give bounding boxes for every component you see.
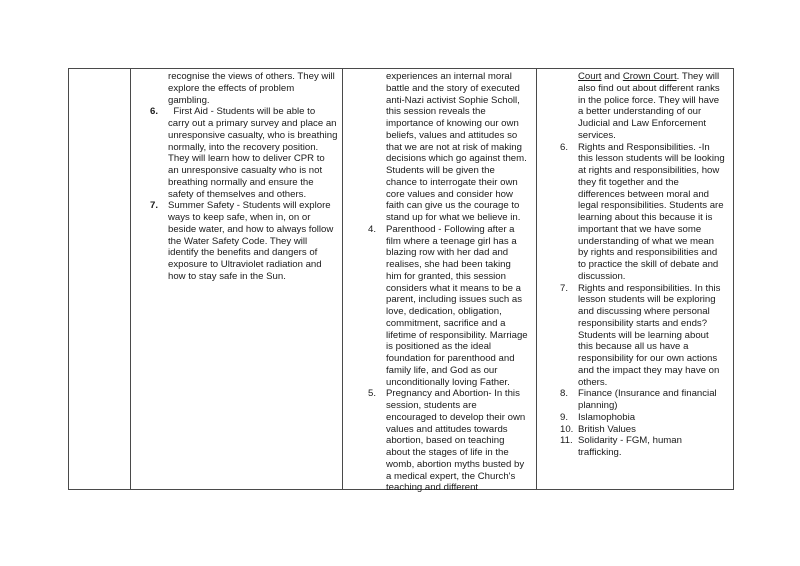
list-item (150, 200, 338, 282)
item-text: Rights and Responsibilities. -In this lesson students will be looking at rights and responsibilities, how they fit together and the differences between moral and legal responsibilities. Students are learning about this because it is important that we have some understanding of what we mean by rights and responsibilities and to practice the skill of debate and discussion. (578, 141, 725, 282)
item-number: 10. (560, 423, 574, 435)
column-values-relationships (368, 71, 528, 494)
item-number: 11. (560, 435, 573, 447)
list-item (150, 106, 341, 200)
item-number: 5. (368, 388, 377, 400)
item-text: Rights and responsibilities. In this lesson students will be exploring and discussing where personal responsibility starts and ends? Students will be learning about this because all us have a responsibility for our own actions and the impact they may have on others. (578, 282, 721, 388)
cell-text (578, 71, 726, 142)
item-number: 7. (150, 200, 159, 212)
list-item (368, 388, 528, 494)
column-divider (130, 69, 131, 489)
item-text: Finance (Insurance and financial planning) (578, 388, 717, 411)
cell-text-part: and (601, 71, 623, 82)
list-item (560, 423, 726, 436)
list-item (560, 435, 726, 459)
column-citizenship (560, 71, 726, 459)
list-item (560, 388, 726, 412)
column-health-safety (150, 71, 341, 283)
item-text: Parenthood - Following after a film where a teenage girl has a blazing row with her dad and realises, she had been taking him for granted, this session considers what it means to be a parent, including issues such as love, dedication, obligation, commitment, sacrifice and a lifetime of responsibility. Marriage is positioned as the ideal foundation for parenthood and family life, and God as our unconditionally loving Father. (386, 223, 528, 388)
court-term: Court (578, 71, 602, 82)
item-number: 6. (150, 106, 159, 118)
item-text: First Aid - Students will be able to carry out a primary survey and place an unresponsive casualty, who is breathing normally, into the recovery position. They will learn how to deliver CPR to an unresponsive casualty who is not breathing normally and ensure the safety of themselves and others. (168, 106, 341, 200)
item-number: 4. (368, 223, 377, 235)
item-text: Summer Safety - Students will explore ways to keep safe, when in, on or beside water, and how to always follow the Water Safety Code. They will identify the benefits and dangers of exposure to Ultraviolet radiation and how to stay safe in the Sun. (168, 200, 334, 282)
item-number: 9. (560, 411, 569, 423)
item-number: 6. (560, 141, 569, 153)
column-divider (342, 69, 343, 489)
cell-text: recognise the views of others. They will explore the effects of problem gambling. (168, 71, 335, 106)
crown-court-term: Crown Court (622, 71, 677, 82)
item-number: 7. (560, 282, 569, 294)
item-number: 8. (560, 388, 569, 400)
list-item (560, 282, 726, 389)
list-item (368, 223, 528, 389)
list-item (560, 411, 726, 424)
item-text: Pregnancy and Abortion- In this session, students are encouraged to develop their own values and attitudes towards abortion, based on teaching about the stages of life in the womb, abortion myths busted by a medical expert, the Church's teaching and different (386, 388, 526, 494)
cell-text-part: . They will also find out about different ranks in the police force. They will have a better understanding of our Judicial and Law Enforcement services. (578, 71, 720, 141)
item-text: Islamophobia (578, 411, 636, 423)
list-item (560, 141, 726, 283)
item-text: British Values (578, 423, 636, 435)
scheme-of-work-table (68, 68, 734, 494)
column-divider (536, 69, 537, 489)
cell-text: experiences an internal moral battle and the story of executed anti-Nazi activist Sophie Scholl, this session reveals the importance of knowing our own beliefs, values and attitudes so that we are not at risk of making decisions which go against them. Students will be given the chance to interrogate their own core values and consider how faith can give us the courage to stand up for what we believe in. (386, 71, 527, 223)
item-text: Solidarity - FGM, human trafficking. (578, 435, 682, 458)
